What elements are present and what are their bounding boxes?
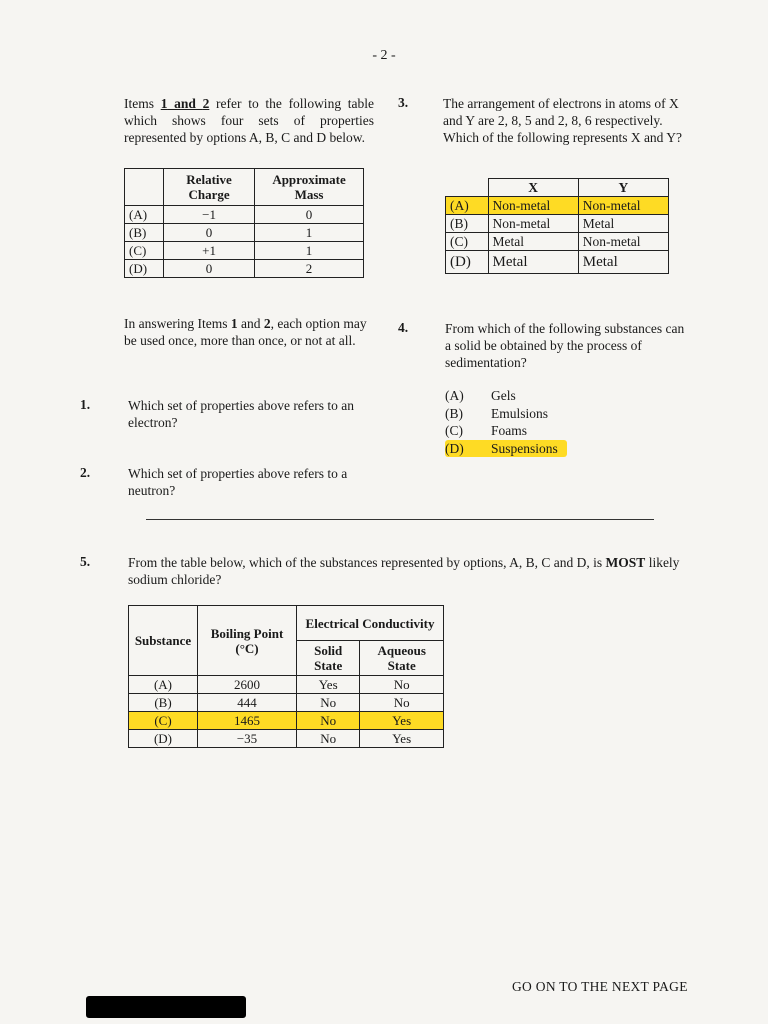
header-y: Y <box>578 179 668 197</box>
table-row: (D) 0 2 <box>125 260 364 278</box>
question-3-number: 3. <box>398 95 409 110</box>
option-b: (B) Emulsions <box>445 405 549 421</box>
question-4-number: 4. <box>398 320 409 335</box>
question-1-text: Which set of properties above refers to an electron? <box>128 398 355 430</box>
header-electrical-conductivity: Electrical Conductivity <box>297 606 444 641</box>
table-row: (C) +1 1 <box>125 242 364 260</box>
particle-properties-table <box>124 168 364 278</box>
header-solid-state: Solid State <box>297 641 360 676</box>
header-substance: Substance <box>129 606 198 676</box>
question-5-text: From the table below, which of the substances represented by options, A, B, C and D, is MOST likely sodium chloride? <box>128 555 680 587</box>
table-header-row <box>446 179 669 197</box>
question-5-number: 5. <box>80 554 91 569</box>
question-1-number: 1. <box>80 397 91 412</box>
question-4-text: From which of the following substances can a solid be obtained by the process of sedimentation? <box>445 321 685 370</box>
table-row: (C) Metal Non-metal <box>446 233 669 251</box>
question-2-text: Which set of properties above refers to a neutron? <box>128 466 348 498</box>
header-approximate-mass: Approximate Mass <box>255 169 364 206</box>
table-row: (B) Non-metal Metal <box>446 215 669 233</box>
option-d-highlighted: (D) Suspensions <box>445 440 567 458</box>
electron-arrangement-table <box>445 178 669 274</box>
table-header-row <box>125 169 364 206</box>
page-number: - 2 - <box>372 48 396 63</box>
header-aqueous-state: Aqueous State <box>360 641 444 676</box>
sodium-chloride-table <box>128 605 444 748</box>
table-row-highlighted: (C) 1465 No Yes <box>129 712 444 730</box>
table-row: (A) 2600 Yes No <box>129 676 444 694</box>
table-row: (D) −35 No Yes <box>129 730 444 748</box>
header-relative-charge: Relative Charge <box>164 169 255 206</box>
table-row-highlighted: (A) Non-metal Non-metal <box>446 197 669 215</box>
question-2-number: 2. <box>80 465 91 480</box>
table-row: (D) Metal Metal <box>446 251 669 274</box>
question-4-options <box>445 387 567 457</box>
table-row: (B) 444 No No <box>129 694 444 712</box>
answering-instruction: In answering Items 1 and 2, each option may be used once, more than once, or not at all. <box>124 316 367 348</box>
question-3-text: The arrangement of electrons in atoms of X and Y are 2, 8, 5 and 2, 8, 6 respectively. Which of the following represents X and Y? <box>443 96 683 145</box>
items-intro: Items 1 and 2 refer to the following table which shows four sets of properties represented by options A, B, C and D below. <box>124 96 374 145</box>
redaction-mark <box>86 996 246 1018</box>
option-a: (A) Gels <box>445 388 516 403</box>
option-c: (C) Foams <box>445 423 528 438</box>
header-x: X <box>488 179 578 197</box>
go-to-next-page: GO ON TO THE NEXT PAGE <box>512 979 688 994</box>
table-row: (A) −1 0 <box>125 206 364 224</box>
table-header-row <box>129 606 444 641</box>
table-row: (B) 0 1 <box>125 224 364 242</box>
header-boiling-point: Boiling Point (°C) <box>198 606 297 676</box>
separator-line <box>146 519 654 520</box>
